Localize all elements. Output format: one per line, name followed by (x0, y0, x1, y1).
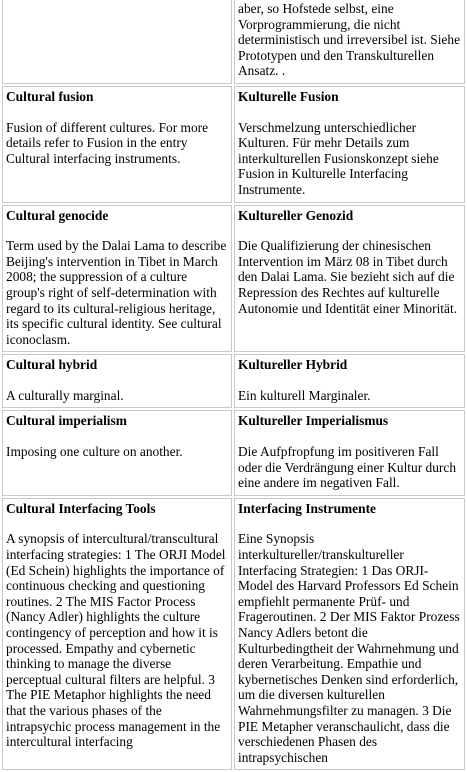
definition-text: aber, so Hofstede selbst, eine Vorprogrammierung, die nicht deterministisch und irreversibel ist. Siehe Prototypen und den Transkulturellen Ansatz. . (238, 1, 461, 79)
term-heading: Interfacing Instrumente (238, 500, 376, 516)
definition-text: A synopsis of intercultural/transcultural interfacing strategies: 1 The ORJI Model (Ed Schein) highlights the importance of continuous checking and questioning routines. 2 The MIS Factor Process (Nancy Adler) highlights the culture contingency of perception and how it is processed. Empathy and cybernetic thinking to manage the diverse perceptual cultural filters are helpful. 3 The PIE Metaphor highlights the need that the various phases of the intrapsychic process management in the intercultural interfacing (6, 531, 226, 750)
definition-text: Fusion of different cultures. For more details refer to Fusion in the entry Cultural interfacing instruments. (6, 119, 209, 166)
definition-text: Verschmelzung unterschiedlicher Kulturen. Für mehr Details zum interkulturellen Fusionskonzept siehe Fusion in Kulturelle Interfacing Instrumente. (238, 119, 439, 197)
term-heading: Cultural Interfacing Tools (6, 500, 156, 516)
term-heading: Cultural hybrid (6, 357, 98, 373)
term-heading: Kultureller Imperialismus (238, 413, 389, 429)
table-row (2, 86, 465, 203)
definition-text: Term used by the Dalai Lama to describe Beijing's intervention in Tibet in March 2008; the suppression of a culture group's right of self-determination with regard to its cultural-religious heritage, its specific cultural identity. See cultural iconoclasm. (6, 238, 227, 347)
definition-de (234, 0, 465, 84)
definition-text: Die Aufpfropfung im positiveren Fall oder die Verdrängung einer Kultur durch eine andere im negativen Fall. (238, 444, 457, 491)
term-heading: Kultureller Genozid (238, 207, 354, 223)
definition-text: Imposing one culture on another. (6, 444, 183, 460)
term-cell-en (2, 86, 232, 203)
definition-text: Die Qualifizierung der chinesischen Intervention im März 08 in Tibet durch den Dalai Lama. Sie bezieht sich auf die Repression des Rechtes auf kulturelle Autonomie und Identität einer Minorität. (238, 238, 458, 316)
table-row (2, 354, 465, 408)
term-heading: Kultureller Hybrid (238, 357, 348, 373)
term-cell-en (2, 205, 232, 353)
term-cell-en (2, 498, 232, 771)
table-row (2, 410, 465, 495)
definition-text: Ein kulturell Marginaler. (238, 387, 371, 403)
table-row (2, 205, 465, 353)
empty-cell (2, 0, 232, 84)
term-cell-en (2, 354, 232, 408)
table-row (2, 0, 465, 84)
definition-text: Eine Synopsis interkultureller/transkultureller Interfacing Strategien: 1 Das ORJI-Model des Harvard Professors Ed Schein empfiehlt permanente Prüf- und Frageroutinen. 2 Der MIS Faktor Prozess Nancy Adlers betont die Kulturbedingtheit der Wahrnehmung und deren Verarbeitung. Empathie und kybernetisches Denken sind erforderlich, um die diversen kulturellen Wahrnehmungsfilter zu managen. 3 Die PIE Metapher veranschaulicht, dass die verschiedenen Phasen des intrapsychischen (238, 531, 460, 765)
term-heading: Cultural genocide (6, 207, 109, 223)
table-row (2, 498, 465, 771)
term-heading: Cultural imperialism (6, 413, 127, 429)
term-heading: Cultural fusion (6, 88, 94, 104)
definition-text: A culturally marginal. (6, 387, 124, 403)
term-heading: Kulturelle Fusion (238, 88, 339, 104)
term-cell-de (234, 410, 465, 495)
term-cell-de (234, 205, 465, 353)
term-cell-de (234, 498, 465, 771)
term-cell-en (2, 410, 232, 495)
term-cell-de (234, 354, 465, 408)
term-cell-de (234, 86, 465, 203)
